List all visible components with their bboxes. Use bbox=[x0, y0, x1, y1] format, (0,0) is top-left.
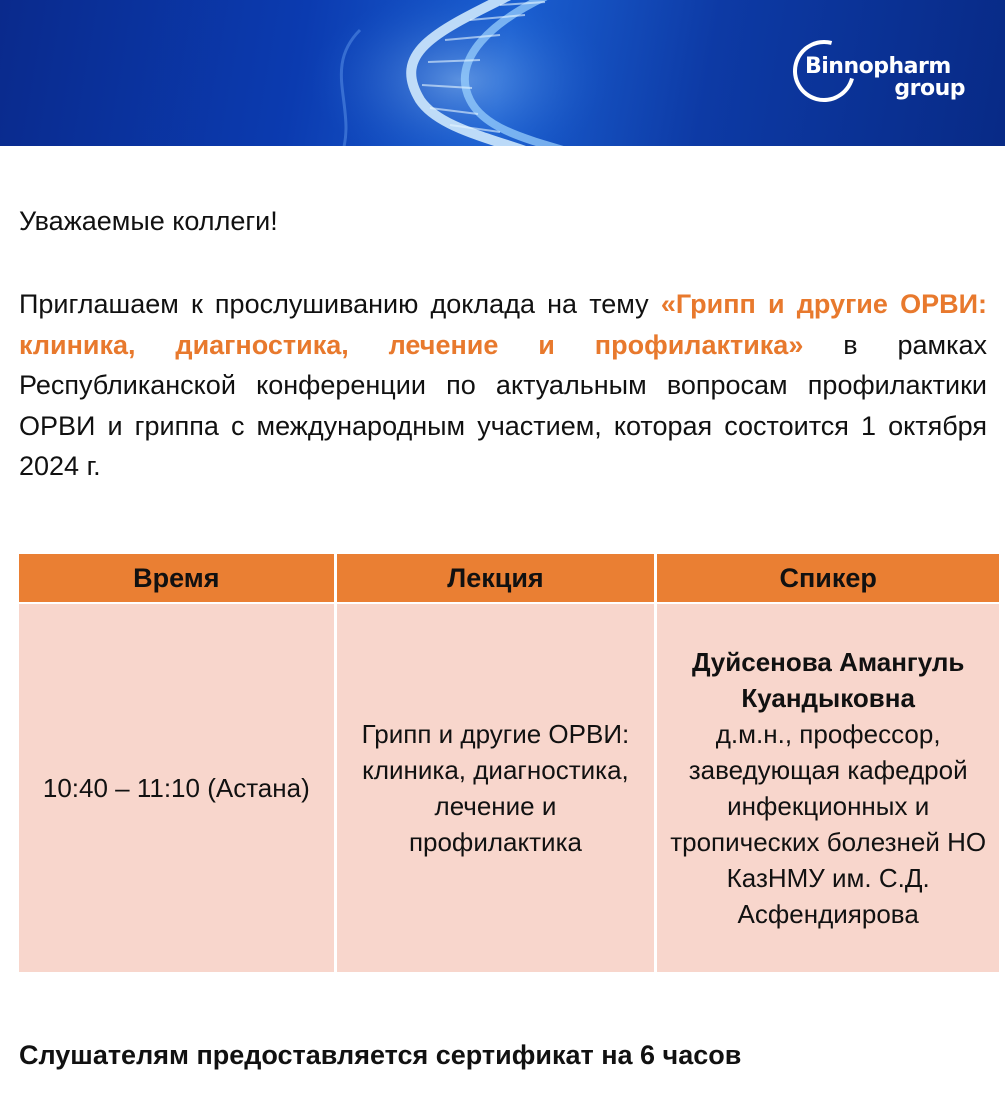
intro-text-before: Приглашаем к прослушиванию доклада на тему bbox=[19, 289, 661, 319]
certificate-note: Слушателям предоставляется сертификат на 6 часов bbox=[19, 1040, 742, 1070]
speaker-name: Дуйсенова Амангуль Куандыковна bbox=[691, 647, 965, 713]
lecture-topic-highlight: «Грипп и другие ОРВИ: клиника, диагностика, лечение и профилактика» bbox=[19, 289, 987, 360]
brand-logo bbox=[793, 38, 973, 108]
cell-time: 10:40 – 11:10 (Астана) bbox=[19, 604, 334, 972]
column-header-lecture: Лекция bbox=[337, 554, 655, 602]
logo-wordmark-bottom: group bbox=[894, 76, 965, 101]
cell-lecture bbox=[337, 604, 655, 972]
table-row bbox=[19, 604, 999, 972]
cell-speaker bbox=[657, 604, 999, 972]
schedule-table bbox=[16, 552, 1002, 974]
header-banner bbox=[0, 0, 1005, 146]
intro-text-after: в рамках Республиканской конференции по актуальным вопросам профилактики ОРВИ и гриппа с международным участием, которая состоится 1 октября 2024 г. bbox=[19, 329, 987, 481]
table-header-row bbox=[19, 554, 999, 602]
speaker-details: д.м.н., профессор, заведующая кафедрой инфекционных и тропических болезней НО КазНМУ им. С.Д. Асфендиярова bbox=[670, 719, 987, 929]
greeting: Уважаемые коллеги! bbox=[19, 206, 278, 236]
dna-helix-illustration bbox=[300, 0, 620, 146]
logo-wordmark-top: Binnopharm bbox=[805, 54, 951, 79]
invitation-paragraph bbox=[19, 284, 987, 487]
column-header-time: Время bbox=[19, 554, 334, 602]
lecture-title: Грипп и другие ОРВИ: клиника, диагностика, лечение и профилактика bbox=[361, 719, 630, 857]
column-header-speaker: Спикер bbox=[657, 554, 999, 602]
